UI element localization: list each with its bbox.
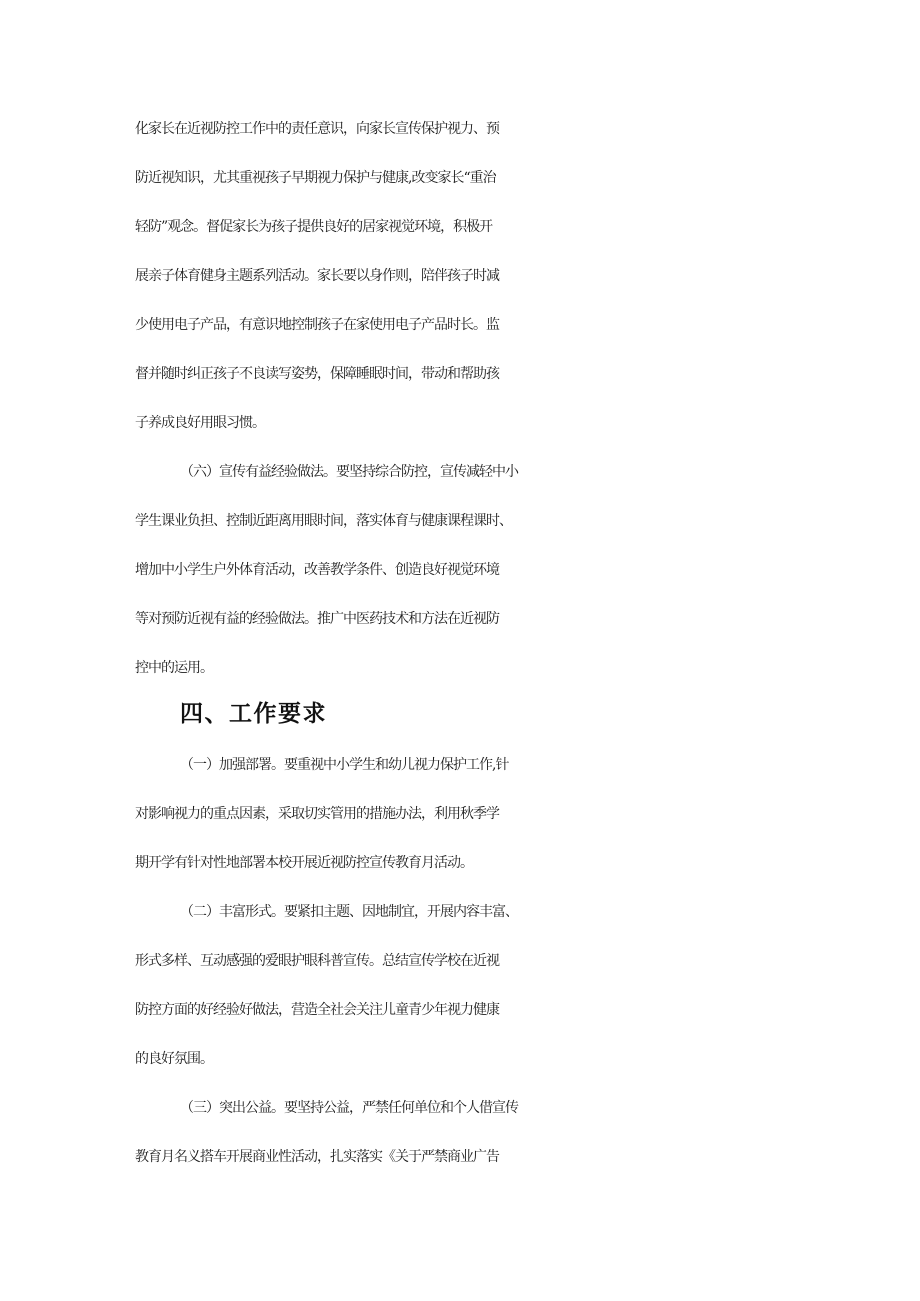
p1-line-5: 少使用电子产品，有意识地控制孩子在家使用电子产品时长。监 xyxy=(135,317,499,333)
p2-line-2: 学生课业负担、控制近距离用眼时间，落实体育与健康课程课时、 xyxy=(135,513,512,529)
p2-line-1: （六）宣传有益经验做法。要坚持综合防控，宣传减轻中小 xyxy=(180,464,518,480)
p3-line-3: 期开学有针对性地部署本校开展近视防控宣传教育月活动。 xyxy=(135,855,473,871)
section-heading: 四、工作要求 xyxy=(180,701,327,727)
p2-line-5: 控中的运用。 xyxy=(135,660,213,676)
p2-line-4: 等对预防近视有益的经验做法。推广中医药技术和方法在近视防 xyxy=(135,611,499,627)
p3-line-2: 对影响视力的重点因素，采取切实管用的措施办法，利用秋季学 xyxy=(135,806,499,822)
p3-line-1: （一）加强部署。要重视中小学生和幼儿视力保护工作,针 xyxy=(180,757,509,773)
p5-line-2: 教育月名义搭车开展商业性活动，扎实落实《关于严禁商业广告 xyxy=(135,1149,499,1165)
p1-line-1: 化家长在近视防控工作中的责任意识，向家长宣传保护视力、预 xyxy=(135,121,499,137)
p4-line-1: （二）丰富形式。要紧扣主题、因地制宜，开展内容丰富、 xyxy=(180,904,518,920)
p1-line-6: 督并随时纠正孩子不良读写姿势，保障睡眠时间，带动和帮助孩 xyxy=(135,366,499,382)
p4-line-3: 防控方面的好经验好做法，营造全社会关注儿童青少年视力健康 xyxy=(135,1002,499,1018)
p4-line-4: 的良好氛围。 xyxy=(135,1051,213,1067)
p1-line-3: 轻防”观念。督促家长为孩子提供良好的居家视觉环境，积极开 xyxy=(135,219,493,235)
p1-line-7: 子养成良好用眼习惯。 xyxy=(135,415,265,431)
p4-line-2: 形式多样、互动感强的爱眼护眼科普宣传。总结宣传学校在近视 xyxy=(135,953,499,969)
p5-line-1: （三）突出公益。要坚持公益，严禁任何单位和个人借宣传 xyxy=(180,1100,518,1116)
p1-line-4: 展亲子体育健身主题系列活动。家长要以身作则，陪伴孩子时减 xyxy=(135,268,499,284)
p2-line-3: 增加中小学生户外体育活动，改善教学条件、创造良好视觉环境 xyxy=(135,562,499,578)
p1-line-2: 防近视知识，尤其重视孩子早期视力保护与健康,改变家长“重治 xyxy=(135,170,496,186)
